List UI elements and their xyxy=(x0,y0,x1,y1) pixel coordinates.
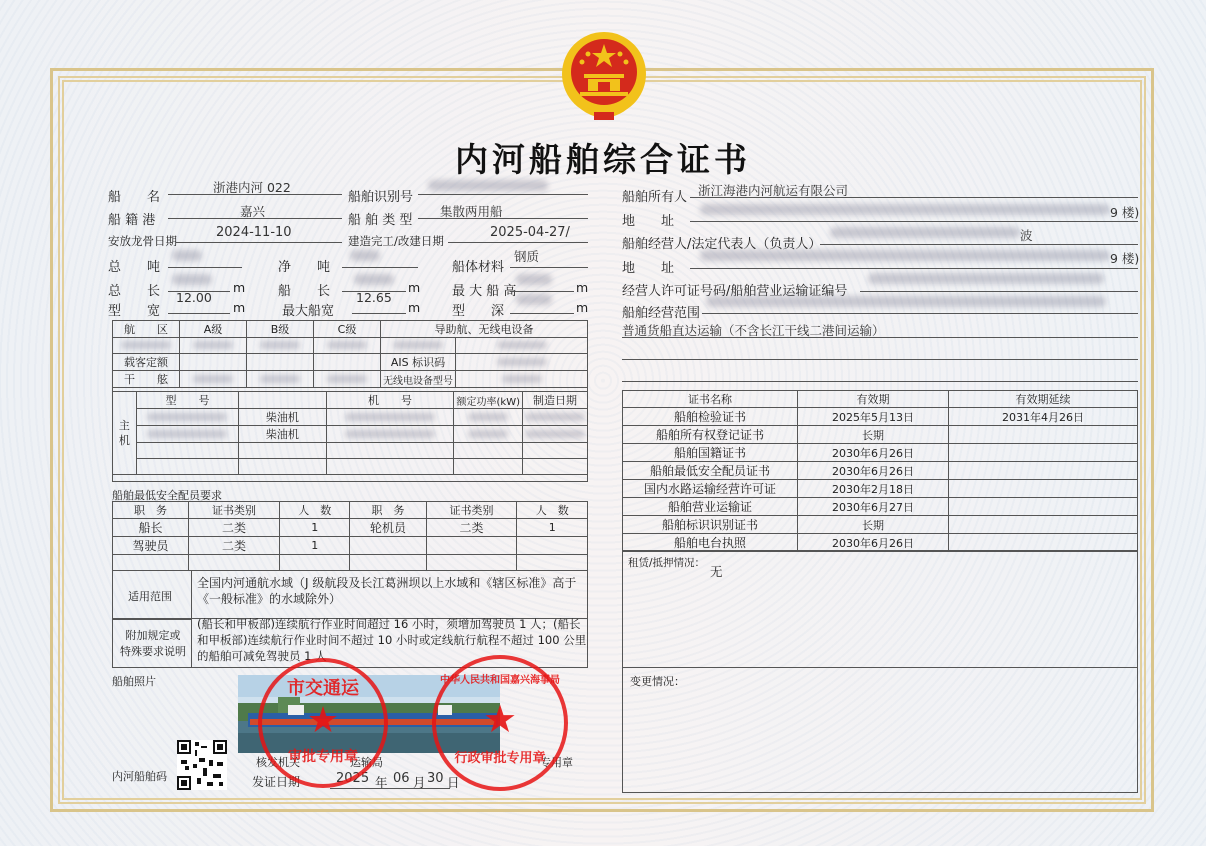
certificate-title: 内河船舶综合证书 xyxy=(455,140,751,179)
engine-header-power: 额定功率(kW) xyxy=(454,392,523,409)
issue-year-unit: 年 xyxy=(375,775,388,790)
lease-value: 无 xyxy=(710,564,723,579)
depth-label: 型 深 xyxy=(452,304,505,319)
issue-month-unit: 月 xyxy=(413,775,426,790)
business-scope-label: 船舶经营范围 xyxy=(622,306,701,321)
lease-label: 租赁/抵押情况： xyxy=(628,557,706,569)
nav-header-c: C级 xyxy=(314,321,381,338)
keel-date-value: 2024-11-10 xyxy=(216,225,292,240)
issue-date-label: 发证日期 xyxy=(252,775,301,789)
gross-tonnage-label: 总 吨 xyxy=(108,260,161,275)
redacted-depth xyxy=(516,294,552,305)
issuer-tail: 运输局 xyxy=(350,756,383,769)
redacted-ship-id xyxy=(428,180,548,191)
change-label: 变更情况： xyxy=(630,675,685,688)
issue-day: 30 xyxy=(427,771,444,786)
max-breadth-unit: m xyxy=(408,300,421,315)
radio-model-label: 无线电设备型号 xyxy=(381,371,456,388)
nav-header-area: 航 区 xyxy=(113,321,180,338)
port-label: 船 籍 港 xyxy=(108,213,156,228)
stamp-star-icon: ★ xyxy=(482,697,518,741)
change-box xyxy=(622,667,1138,793)
engine-header-model: 型 号 xyxy=(136,392,238,409)
issue-month: 06 xyxy=(393,771,410,786)
redacted-height xyxy=(516,274,552,285)
operator-label: 船舶经营人/法定代表人（负责人） xyxy=(622,237,822,252)
issue-year: 2025 xyxy=(336,771,370,786)
ais-label: AIS 标识码 xyxy=(381,354,456,371)
redacted-license xyxy=(868,273,1104,284)
crew-row: 驾驶员 二类 1 xyxy=(113,537,588,555)
overall-length-label: 总 长 xyxy=(108,284,161,299)
redacted-address xyxy=(700,204,1110,215)
redacted-scope-line1 xyxy=(706,296,1106,307)
crew-header: 职 务 xyxy=(350,502,426,519)
redacted-length xyxy=(172,274,212,285)
issue-day-unit: 日 xyxy=(447,775,460,790)
freeboard-label: 干 舷 xyxy=(113,371,180,388)
length-unit: m xyxy=(233,280,246,295)
cert-row: 国内水路运输经营许可证 2030年2月18日 xyxy=(623,480,1138,498)
crew-caption: 船舶最低安全配员要求 xyxy=(112,489,222,502)
engine-maker: 柴油机 xyxy=(239,409,326,426)
national-emblem-icon xyxy=(558,30,650,124)
crew-header: 证书类别 xyxy=(426,502,517,519)
nav-header-b: B级 xyxy=(247,321,314,338)
photo-label: 船舶照片 xyxy=(112,675,156,688)
stamp-star-icon: ★ xyxy=(306,700,340,741)
operator-tail: 波 xyxy=(1020,228,1033,243)
license-label: 经营人许可证号码/船舶营业运输证编号 xyxy=(622,284,848,299)
cert-row: 船舶营业运输证 2030年6月27日 xyxy=(623,498,1138,516)
cert-row: 船舶电台执照 2030年6月26日 xyxy=(623,534,1138,552)
engine-header-number: 机 号 xyxy=(326,392,454,409)
breadth-unit: m xyxy=(233,300,246,315)
max-breadth-value: 12.65 xyxy=(356,290,392,305)
ship-name-label: 船 名 xyxy=(108,190,161,205)
certificate-table xyxy=(622,390,1138,552)
crew-header: 证书类别 xyxy=(189,502,280,519)
cert-header-extension: 有效期延续 xyxy=(949,391,1138,408)
hull-material-value: 钢质 xyxy=(514,249,540,264)
keel-date-label: 安放龙骨日期 xyxy=(108,234,177,248)
ship-type-label: 船 舶 类 型 xyxy=(348,213,413,228)
crew-row: 船长 二类 1 轮机员 二类 1 xyxy=(113,519,588,537)
redacted-address2 xyxy=(700,250,1110,261)
cert-row: 船舶标识识别证书 长期 xyxy=(623,516,1138,534)
address-tail: 9 楼) xyxy=(1110,205,1140,220)
max-height-unit: m xyxy=(576,280,589,295)
nav-header-equipment: 导助航、无线电设备 xyxy=(381,321,588,338)
cert-row: 船舶国籍证书 2030年6月26日 xyxy=(623,444,1138,462)
redacted-net xyxy=(350,250,380,261)
ship-code-label: 内河船舶码 xyxy=(112,770,167,783)
cert-row: 船舶所有权登记证书 长期 xyxy=(623,426,1138,444)
engine-maker: 柴油机 xyxy=(239,426,326,443)
address2-label: 地 址 xyxy=(622,261,675,276)
engine-header-date: 制造日期 xyxy=(523,392,588,409)
net-tonnage-label: 净 吨 xyxy=(278,260,331,275)
cert-header-name: 证书名称 xyxy=(623,391,798,408)
scope-text: 全国内河通航水域（J 级航段及长江葛洲坝以上水域和《辖区标准》高于《一般标准》的水域除外） xyxy=(197,576,577,606)
crew-header: 职 务 xyxy=(113,502,189,519)
ship-id-label: 船舶识别号 xyxy=(348,190,414,205)
scope-label: 适用范围 xyxy=(128,590,172,603)
owner-value: 浙江海港内河航运有限公司 xyxy=(698,183,849,198)
crew-table xyxy=(112,501,588,571)
address-label: 地 址 xyxy=(622,214,675,229)
additional-text: (船长和甲板部)连续航行作业时间超过 16 小时，须增加驾驶员 1 人；(船长和甲板部)连续航行作业时间不超过 10 小时或定线航行航程不超过 100 公里的船舶可减免驾驶员 1 人 xyxy=(197,617,587,663)
built-date-label: 建造完工/改建日期 xyxy=(348,234,444,248)
ship-length-label: 船 长 xyxy=(278,284,331,299)
cert-header-validity: 有效期 xyxy=(798,391,949,408)
passenger-capacity-label: 载客定额 xyxy=(113,354,180,371)
built-date-value: 2025-04-27/ xyxy=(490,225,570,240)
nav-header-a: A级 xyxy=(180,321,247,338)
crew-header: 人 数 xyxy=(280,502,350,519)
ship-type-value: 集散两用船 xyxy=(440,204,503,219)
issuer-label: 核发机关 xyxy=(256,756,300,769)
breadth-label: 型 宽 xyxy=(108,304,161,319)
redacted-gross xyxy=(172,250,202,261)
depth-unit: m xyxy=(576,300,589,315)
engine-table xyxy=(112,391,588,475)
nav-table xyxy=(112,320,588,388)
issuer-tail2: 专用章 xyxy=(540,756,573,769)
engine-row xyxy=(113,426,588,443)
business-scope-line2: 普通货船直达运输（不含长江干线二港间运输） xyxy=(622,323,885,338)
hull-material-label: 船体材料 xyxy=(452,260,505,275)
cert-row: 船舶检验证书 2025年5月13日 2031年4月26日 xyxy=(623,408,1138,426)
engine-row xyxy=(113,409,588,426)
ship-name-value: 浙港内河 022 xyxy=(213,180,291,195)
owner-label: 船舶所有人 xyxy=(622,190,688,205)
approval-stamp-right: 中华人民共和国嘉兴海事局 ★ 行政审批专用章 xyxy=(432,655,568,791)
crew-header: 人 数 xyxy=(517,502,588,519)
address2-tail: 9 楼) xyxy=(1110,251,1140,266)
redacted-operator xyxy=(830,227,1020,238)
max-height-label: 最 大 船 高 xyxy=(452,284,517,299)
cert-row: 船舶最低安全配员证书 2030年6月26日 xyxy=(623,462,1138,480)
additional-label: 附加规定或 特殊要求说明 xyxy=(120,629,186,658)
redacted-ship-length xyxy=(354,274,394,285)
ship-qr-code xyxy=(177,740,227,790)
engine-side-label: 主 机 xyxy=(113,392,137,475)
max-breadth-label: 最大船宽 xyxy=(282,304,335,319)
approval-stamp-left: 市交通运 ★ 审批专用章 xyxy=(258,658,388,788)
breadth-value: 12.00 xyxy=(176,290,212,305)
ship-length-unit: m xyxy=(408,280,421,295)
port-value: 嘉兴 xyxy=(240,204,266,219)
